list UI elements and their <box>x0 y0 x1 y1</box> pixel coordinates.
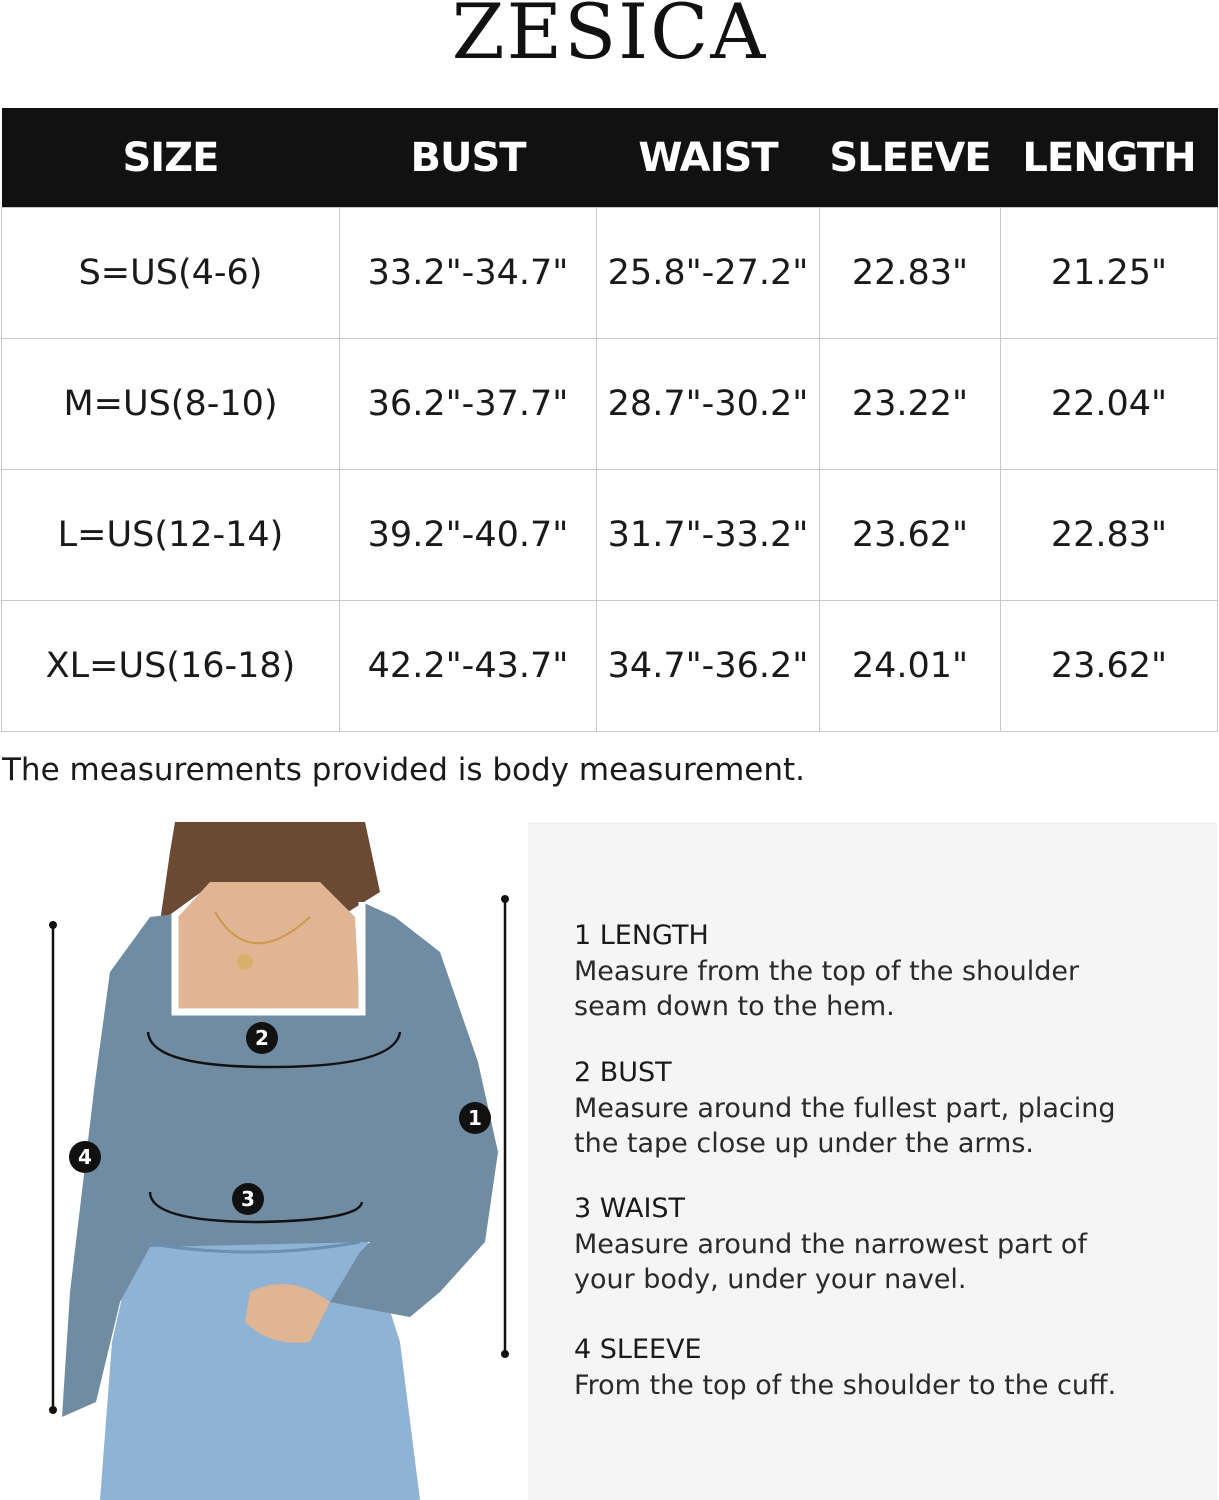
cell-waist: 28.7"-30.2" <box>597 339 820 470</box>
cell-sleeve: 23.22" <box>820 339 1001 470</box>
cell-bust: 36.2"-37.7" <box>340 339 597 470</box>
cell-length: 22.83" <box>1001 470 1218 601</box>
svg-text:3: 3 <box>241 1187 255 1211</box>
cell-bust: 33.2"-34.7" <box>340 208 597 339</box>
marker-4-icon <box>69 1141 101 1173</box>
guide-line: Measure from the top of the shoulder <box>574 956 1080 987</box>
guide-title: 3 WAIST <box>574 1193 686 1224</box>
svg-text:2: 2 <box>255 1026 269 1050</box>
guide-length <box>574 918 1194 1024</box>
marker-2-icon <box>246 1022 278 1054</box>
table-row <box>2 601 1218 732</box>
cell-size: M=US(8-10) <box>2 339 340 470</box>
cell-bust: 42.2"-43.7" <box>340 601 597 732</box>
guide-sleeve <box>574 1332 1194 1403</box>
guide-line: the tape close up under the arms. <box>574 1128 1034 1159</box>
cell-waist: 34.7"-36.2" <box>597 601 820 732</box>
guide-line: your body, under your navel. <box>574 1264 967 1295</box>
guide-title: 2 BUST <box>574 1057 672 1088</box>
cell-length: 23.62" <box>1001 601 1218 732</box>
size-chart-table <box>1 108 1218 732</box>
guide-waist <box>574 1191 1194 1297</box>
svg-text:4: 4 <box>78 1145 92 1169</box>
guide-line: From the top of the shoulder to the cuff. <box>574 1370 1117 1401</box>
cell-size: S=US(4-6) <box>2 208 340 339</box>
svg-text:1: 1 <box>468 1106 482 1130</box>
cell-waist: 31.7"-33.2" <box>597 470 820 601</box>
brand-logo: ZESICA <box>451 0 768 76</box>
marker-1-icon <box>459 1102 491 1134</box>
cell-bust: 39.2"-40.7" <box>340 470 597 601</box>
guide-line: Measure around the narrowest part of <box>574 1229 1087 1260</box>
cell-sleeve: 22.83" <box>820 208 1001 339</box>
cell-waist: 25.8"-27.2" <box>597 208 820 339</box>
header-length: LENGTH <box>1001 108 1218 208</box>
cell-length: 21.25" <box>1001 208 1218 339</box>
model-measurement-illustration <box>0 822 528 1500</box>
guide-bust <box>574 1055 1194 1161</box>
cell-length: 22.04" <box>1001 339 1218 470</box>
guide-title: 4 SLEEVE <box>574 1334 702 1365</box>
cell-size: XL=US(16-18) <box>2 601 340 732</box>
guide-line: seam down to the hem. <box>574 991 895 1022</box>
marker-3-icon <box>232 1183 264 1215</box>
measurement-note: The measurements provided is body measurement. <box>2 752 806 788</box>
header-waist: WAIST <box>597 108 820 208</box>
table-row <box>2 470 1218 601</box>
table-row <box>2 208 1218 339</box>
cell-sleeve: 23.62" <box>820 470 1001 601</box>
table-header-row <box>2 108 1218 208</box>
header-size: SIZE <box>2 108 340 208</box>
guide-line: Measure around the fullest part, placing <box>574 1093 1116 1124</box>
cell-sleeve: 24.01" <box>820 601 1001 732</box>
header-bust: BUST <box>340 108 597 208</box>
measurement-guide-panel <box>528 822 1217 1500</box>
necklace-pendant <box>237 954 253 970</box>
cell-size: L=US(12-14) <box>2 470 340 601</box>
neck-skin <box>175 882 360 1012</box>
table-row <box>2 339 1218 470</box>
guide-title: 1 LENGTH <box>574 920 709 951</box>
header-sleeve: SLEEVE <box>820 108 1001 208</box>
